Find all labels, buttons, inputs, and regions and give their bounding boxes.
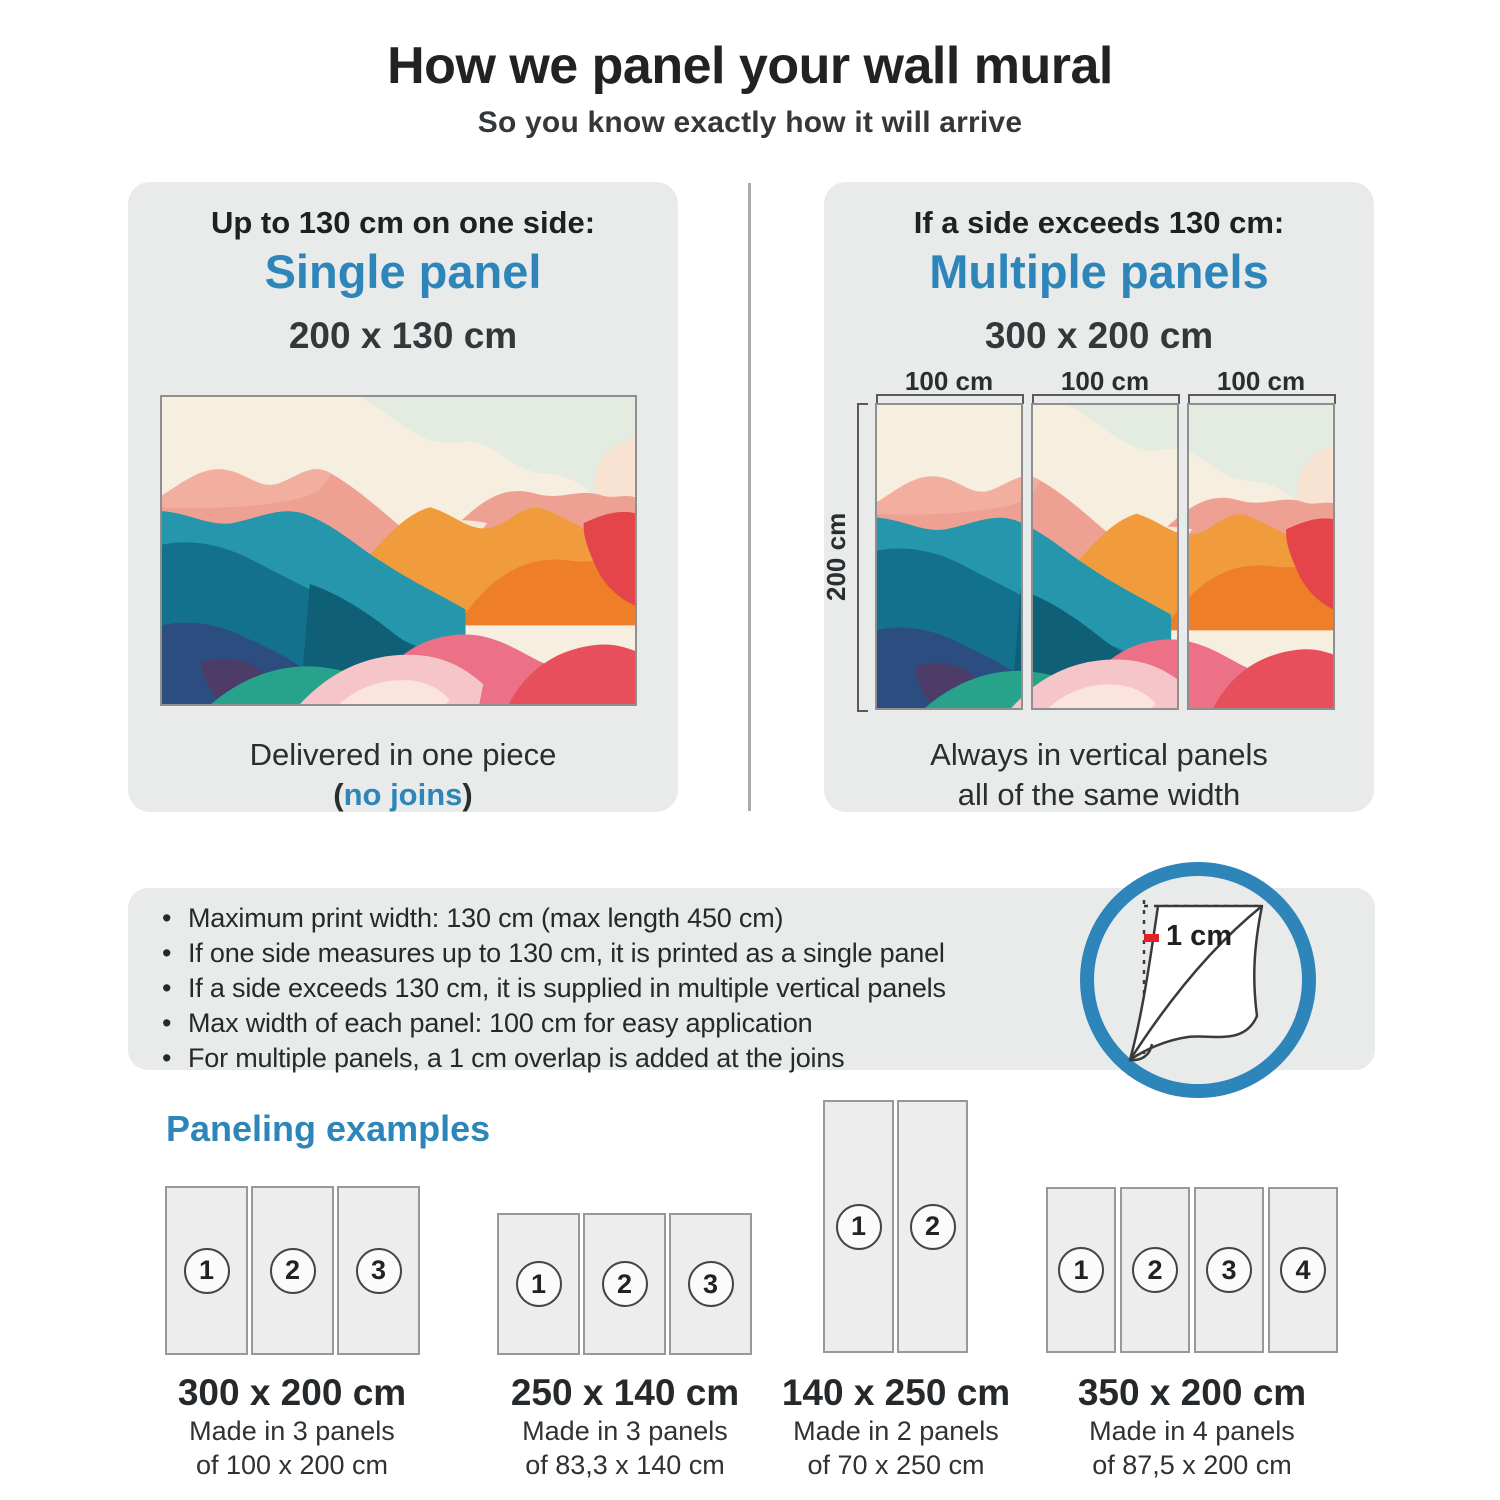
bullet-dot: • (162, 903, 172, 933)
panel-number-badge: 1 (1058, 1247, 1104, 1293)
panel (669, 1213, 752, 1355)
panel (1120, 1187, 1190, 1353)
watercolor-mural-slice-2 (1031, 405, 1179, 708)
panel-number-badge: 2 (1132, 1247, 1178, 1293)
panel-number-badge: 3 (688, 1261, 734, 1307)
single-panel-size: 200 x 130 cm (288, 315, 518, 356)
panel-number-badge: 2 (270, 1248, 316, 1294)
watercolor-mural-image (162, 397, 635, 704)
example-4-panels (1046, 1187, 1338, 1353)
paneling-examples-heading: Paneling examples (166, 1108, 491, 1149)
info-bullet: • For multiple panels, a 1 cm overlap is added at the joins (162, 1041, 946, 1076)
no-joins-emphasis: no joins (343, 777, 463, 812)
panel (337, 1186, 420, 1355)
example-4-detail: of 87,5 x 200 cm (1092, 1450, 1292, 1480)
multiple-panels-caption-1: Always in vertical panels (930, 737, 1268, 772)
page-curl-icon (1094, 876, 1302, 1084)
paren-close: ) (462, 777, 473, 812)
info-bullet: • If one side measures up to 130 cm, it is printed as a single panel (162, 936, 946, 971)
multiple-panels-caption-2: all of the same width (957, 777, 1241, 812)
mural-panel-3 (1187, 403, 1335, 710)
example-1-panels (165, 1186, 420, 1355)
single-panel-card (128, 182, 678, 812)
multiple-panels-heading: Multiple panels (929, 245, 1269, 298)
info-bullet: • Maximum print width: 130 cm (max length 450 cm) (162, 901, 946, 936)
width-label-3: 100 cm (1216, 366, 1306, 396)
watercolor-mural-slice-3 (1187, 405, 1335, 708)
height-label: 200 cm (821, 512, 851, 601)
panel-number-badge: 2 (910, 1204, 956, 1250)
multiple-panels-condition: If a side exceeds 130 cm: (913, 205, 1285, 240)
panel-number-badge: 1 (184, 1248, 230, 1294)
width-label-2: 100 cm (1060, 366, 1150, 396)
example-2-size: 250 x 140 cm (510, 1372, 740, 1413)
example-1-detail: Made in 3 panels (189, 1416, 395, 1446)
single-panel-heading: Single panel (264, 245, 542, 298)
example-3-detail: Made in 2 panels (793, 1416, 999, 1446)
panel-number-badge: 3 (1206, 1247, 1252, 1293)
page-title: How we panel your wall mural (387, 37, 1113, 95)
panel-number-badge: 4 (1280, 1247, 1326, 1293)
single-panel-caption-2 (128, 777, 678, 813)
width-label-1: 100 cm (904, 366, 994, 396)
example-3-panels (823, 1100, 968, 1353)
example-2-panels (497, 1213, 752, 1355)
example-2-detail: Made in 3 panels (522, 1416, 728, 1446)
example-1-detail: of 100 x 200 cm (195, 1450, 389, 1480)
example-2-detail: of 83,3 x 140 cm (525, 1450, 725, 1480)
info-bullet: • If a side exceeds 130 cm, it is supplied in multiple vertical panels (162, 971, 946, 1006)
bullet-dot: • (162, 1008, 172, 1038)
panel-number-badge: 1 (516, 1261, 562, 1307)
paren-open: ( (333, 777, 344, 812)
panel (1268, 1187, 1338, 1353)
example-4-detail: Made in 4 panels (1089, 1416, 1295, 1446)
example-4-size: 350 x 200 cm (1077, 1372, 1307, 1413)
panel-number-badge: 2 (602, 1261, 648, 1307)
mural-panel-1 (875, 403, 1023, 710)
multiple-panels-size: 300 x 200 cm (984, 315, 1214, 356)
bullet-dot: • (162, 973, 172, 1003)
example-3-size: 140 x 250 cm (781, 1372, 1011, 1413)
multiple-panels-card (821, 182, 1374, 812)
panel (897, 1100, 968, 1353)
example-3-detail: of 70 x 250 cm (807, 1450, 985, 1480)
panel-number-badge: 3 (356, 1248, 402, 1294)
panel (1194, 1187, 1264, 1353)
example-1-size: 300 x 200 cm (177, 1372, 407, 1413)
watercolor-mural-slice-1 (877, 405, 1023, 708)
page-subtitle: So you know exactly how it will arrive (477, 106, 1023, 139)
bullet-dot: • (162, 938, 172, 968)
panel (583, 1213, 666, 1355)
mural-panel-2 (1031, 403, 1179, 710)
overlap-diagram-badge (1080, 862, 1316, 1098)
panel (165, 1186, 248, 1355)
mural-image-single (160, 395, 637, 706)
single-panel-caption: Delivered in one piece (249, 737, 557, 772)
cards-divider-line (748, 183, 751, 811)
bullet-dot: • (162, 1043, 172, 1073)
height-measure-bracket (857, 403, 868, 712)
overlap-measure-label: 1 cm (1166, 920, 1233, 952)
single-panel-condition: Up to 130 cm on one side: (210, 205, 596, 240)
panel (497, 1213, 580, 1355)
panel (251, 1186, 334, 1355)
info-bullet: • Max width of each panel: 100 cm for easy application (162, 1006, 946, 1041)
panel-number-badge: 1 (836, 1204, 882, 1250)
panel (823, 1100, 894, 1353)
panel (1046, 1187, 1116, 1353)
info-bullet-list (162, 901, 946, 1076)
